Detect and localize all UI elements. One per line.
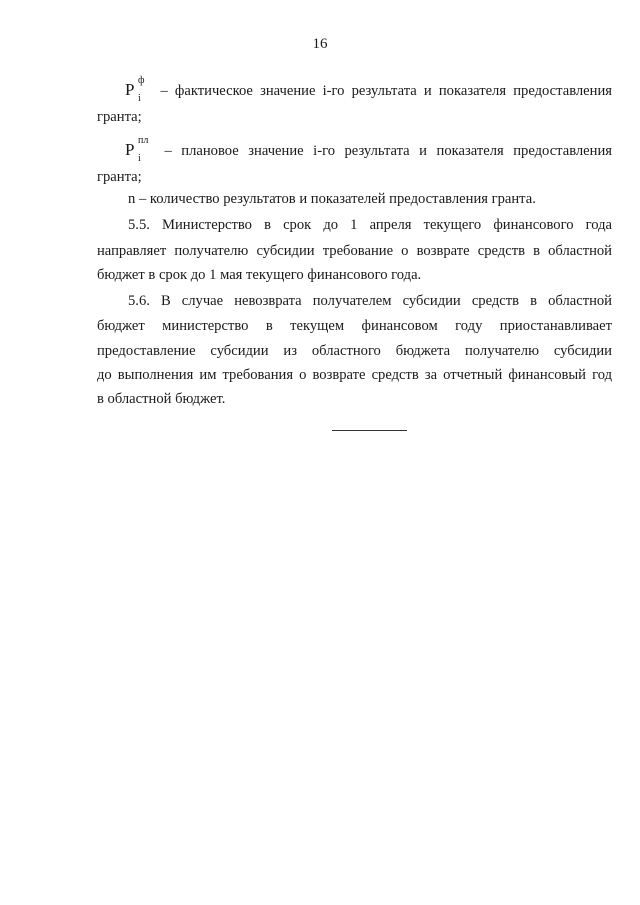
paragraph-5-6-line2: бюджет министерство в текущем финансовом году приостанавливает (97, 318, 612, 334)
end-rule (332, 430, 407, 431)
paragraph-5-5-line3: бюджет в срок до 1 мая текущего финансового года. (97, 267, 422, 283)
n-definition: n – количество результатов и показателей предоставления гранта. (128, 191, 536, 207)
symbol-p-actual: P ф i (125, 75, 145, 104)
symbol-p-planned: P пл i (125, 135, 149, 164)
paragraph-5-6-line1: 5.6. В случае невозврата получателем субсидии средств в областной (128, 293, 612, 309)
paragraph-5-5-line2: направляет получателю субсидии требование о возврате средств в областной (97, 243, 612, 259)
paragraph-5-6-line5: в областной бюджет. (97, 391, 226, 407)
definition-planned-line1: P пл i – плановое значение i-го результата и показателя предоставления (125, 135, 612, 164)
definition-actual (125, 77, 612, 104)
definition-planned (125, 137, 612, 164)
definition-planned-line2: гранта; (97, 169, 142, 185)
definition-actual-line1: P ф i – фактическое значение i-го результата и показателя предоставления (125, 75, 612, 104)
paragraph-5-6-line3: предоставление субсидии из областного бюджета получателю субсидии (97, 343, 612, 359)
page-number: 16 (312, 36, 328, 52)
definition-actual-line2: гранта; (97, 109, 142, 125)
paragraph-5-6-line4: до выполнения им требования о возврате средств за отчетный финансовый год (97, 367, 612, 383)
paragraph-5-5-line1: 5.5. Министерство в срок до 1 апреля текущего финансового года (128, 217, 612, 233)
